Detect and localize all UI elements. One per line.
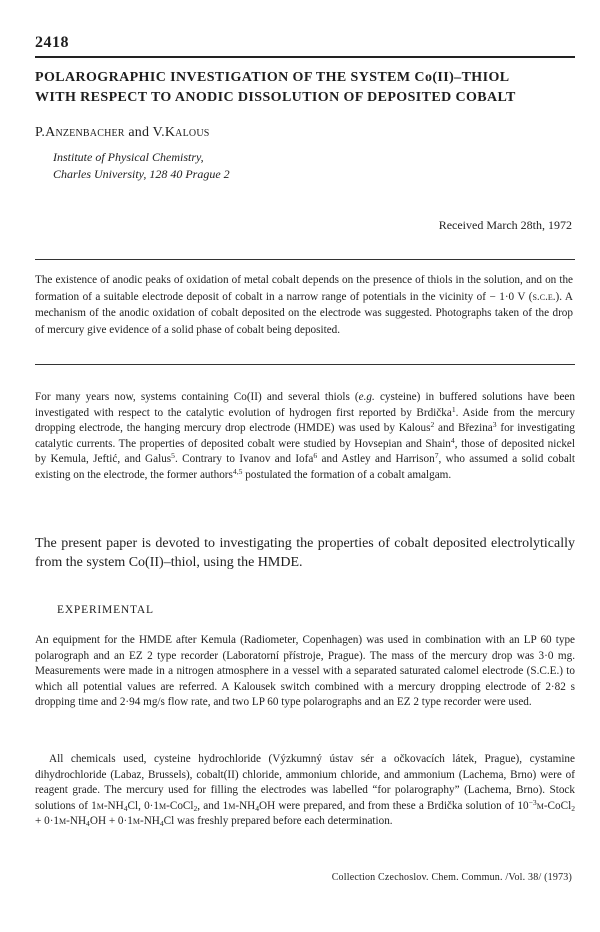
intro-text: For many years now, systems containing Co(II) and several thiols ( (35, 391, 359, 403)
exp-text: -CoCl (543, 799, 572, 812)
exp-text: -CoCl (166, 799, 194, 812)
exp-text: All chemicals used, cysteine hydrochloride (Výzkumný ústav sér a očkovacích látek, Prague), cystamine dihydrochloride (Labaz, Brussels), cobalt(II) chloride, ammonium chloride, and ammonium (Lachema, Brno) were of reagent grade. The mercury used for filling the electrodes was labelled “for polarography” (Lachema, Brno). Stock solutions of 1 (35, 753, 575, 812)
exp-text: + 0·1 (35, 815, 60, 828)
journal-footer: Collection Czechoslov. Chem. Commun. /Vol. 38/ (1973) (331, 872, 572, 883)
reference-marker: 4,5 (232, 467, 243, 477)
reference-marker: 2 (430, 420, 435, 430)
molar-unit: m (228, 799, 236, 812)
subscript: 4 (123, 803, 128, 813)
exp-text: -NH (66, 815, 87, 828)
exp-text: -NH (235, 799, 256, 812)
abstract-text-2: ). A mechanism of the anodic oxidation of cobalt deposited on the electrode was suggested. Photographs taken of the drop of mercury give evidence of a solid phase of cobalt being deposited. (35, 290, 573, 336)
title-line-2: WITH RESPECT TO ANODIC DISSOLUTION OF DEPOSITED COBALT (35, 90, 516, 105)
experimental-paragraph-2 (35, 752, 575, 830)
header-rule (35, 56, 575, 58)
affiliation-line-1: Institute of Physical Chemistry, (53, 150, 204, 164)
molar-unit: m (59, 815, 67, 828)
subscript: 4 (255, 803, 260, 813)
exp-text: Cl, 0·1 (127, 799, 159, 812)
title-line-1: POLAROGRAPHIC INVESTIGATION OF THE SYSTEM Co(II)–THIOL (35, 70, 510, 85)
intro-text: . Contrary to Ivanov and Iofa (174, 453, 314, 466)
reference-marker: 5 (171, 451, 175, 461)
intro-text: , those of deposited nickel by Kemula, Jeftić, and Galus (35, 437, 575, 466)
intro-text: and Březina (434, 422, 493, 435)
introduction-paragraph (35, 390, 575, 484)
reference-marker: 7 (434, 451, 439, 461)
abstract-text-1: The existence of anodic peaks of oxidation of metal cobalt depends on the presence of thiols in the solution, and on the formation of a suitable electrode deposit of cobalt in a narrow range of potentials in the vicinity of − 1·0 V ( (35, 274, 573, 303)
intro-text: for investigating catalytic currents. The properties of deposited cobalt were studied by Hovsepian and Shain (35, 422, 575, 450)
reference-marker: 4 (450, 435, 455, 445)
aim-paragraph: The present paper is devoted to investigating the properties of cobalt deposited electrolytically from the system Co(II)–thiol, using the HMDE. (35, 536, 575, 570)
reference-marker: 1 (451, 404, 456, 414)
reference-marker: 3 (492, 420, 497, 430)
exponent: −3 (528, 797, 537, 807)
molar-unit: m (536, 799, 544, 812)
received-date: Received March 28th, 1972 (438, 218, 572, 232)
author-2-initial: V. (152, 125, 165, 140)
section-heading-experimental: EXPERIMENTAL (57, 604, 154, 616)
molar-unit: m (132, 815, 140, 828)
affiliation-line-2: Charles University, 128 40 Prague 2 (53, 167, 230, 181)
abstract-rule-bottom (35, 364, 575, 365)
abstract-rule-top (35, 259, 575, 260)
reference-marker: 6 (313, 451, 318, 461)
page-number: 2418 (35, 34, 69, 51)
exp-text: OH + 0·1 (89, 815, 133, 828)
exp-text: , and 1 (197, 799, 229, 812)
molar-unit: m (159, 799, 167, 812)
affiliation (53, 149, 230, 183)
abstract-sce: s.c.e. (532, 290, 556, 303)
exp-text: -NH (103, 799, 124, 812)
authors (35, 125, 210, 141)
molar-unit: m (96, 799, 104, 812)
subscript: 2 (571, 803, 575, 813)
exp-text: Cl was freshly prepared before each determination. (163, 815, 393, 828)
author-conjunction: and (124, 125, 153, 140)
subscript: 4 (86, 819, 90, 829)
exp-text: -NH (139, 815, 160, 828)
intro-eg: e.g. (358, 391, 375, 403)
intro-text: and Astley and Harrison (317, 453, 435, 466)
intro-text: , who assumed a solid cobalt existing on the electrode, the former authors (35, 453, 576, 481)
intro-text: cysteine) in buffered solutions have been investigated with respect to the catalytic evolution of hydrogen first reported by Brdička (35, 391, 575, 419)
abstract (35, 272, 573, 338)
intro-text: . Aside from the mercury dropping electrode, the hanging mercury drop electrode (HMDE) was used by Kalous (35, 406, 575, 435)
exp-text: OH were prepared, and from these a Brdička solution of 10 (259, 799, 529, 812)
subscript: 2 (193, 803, 198, 813)
experimental-paragraph-1: An equipment for the HMDE after Kemula (Radiometer, Copenhagen) was used in combination with an LP 60 type polarograph and an EZ 2 type recorder (Laboratorní přístroje, Prague). The mass of the mercury drop was 3·0 mg. Measurements were made in a nitrogen atmosphere in a vessel with a separated saturated calomel electrode (S.C.E.) to which all potential values are referred. A Kalousek switch combined with a mercury dropping electrode of 2·82 s dropping time and 2·94 mg/s flow rate, and two LP 60 type polarographs and an EZ 2 type recorder were used. (35, 634, 575, 709)
author-2-name: Kalous (164, 125, 210, 140)
subscript: 4 (159, 819, 164, 829)
intro-text: postulated the formation of a cobalt amalgam. (242, 468, 452, 481)
author-1-name: Anzenbacher (45, 125, 125, 140)
author-1-initial: P. (35, 125, 46, 140)
paper-title (35, 68, 580, 108)
